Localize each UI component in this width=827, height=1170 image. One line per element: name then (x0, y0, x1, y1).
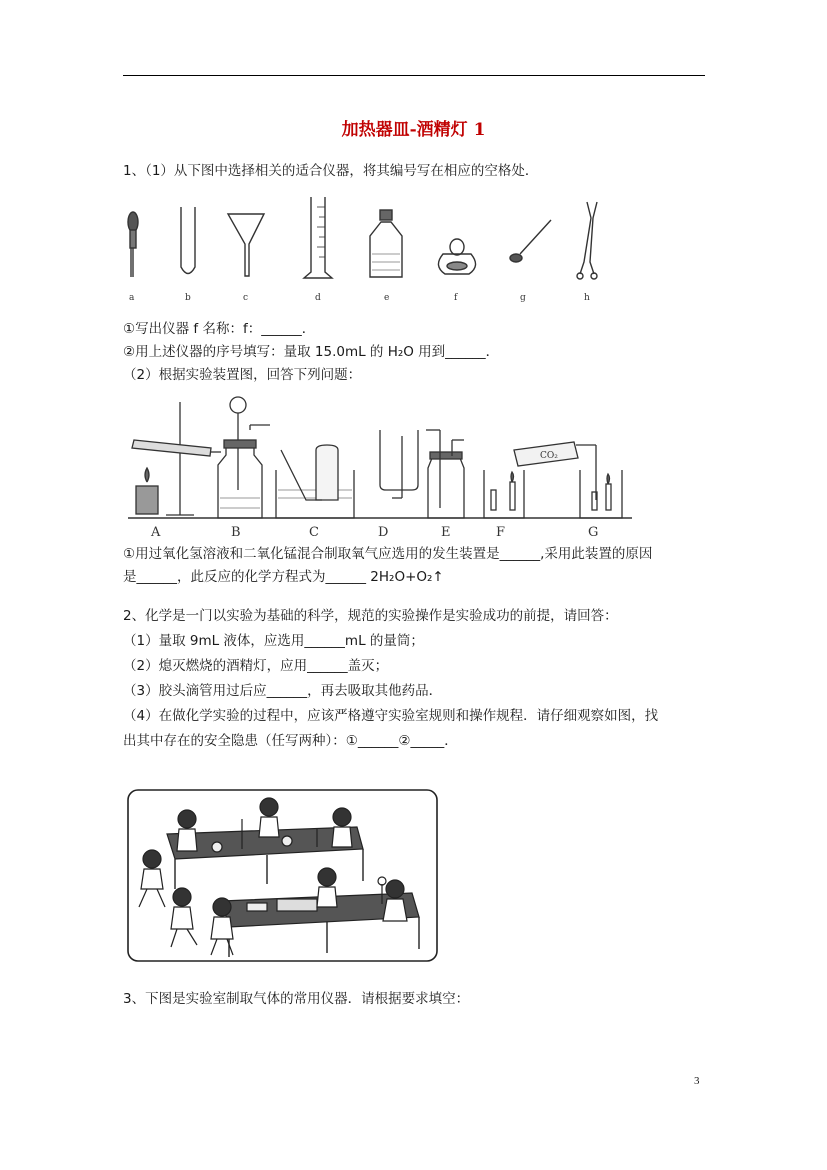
apparatus-F-drawing (484, 442, 578, 518)
apparatus-label: B (231, 525, 241, 540)
q3-stem: 3、下图是实验室制取气体的常用仪器．请根据要求填空： (123, 991, 470, 1007)
apparatus-label: C (309, 525, 319, 540)
q1-sub2: ②用上述仪器的序号填写：量取 15.0mL 的 H₂O 用到______． (123, 344, 500, 360)
apparatus-G-drawing (576, 445, 622, 518)
lab-illustration (127, 789, 439, 963)
apparatus-figure (126, 390, 636, 540)
page-title: 加热器皿-酒精灯 1 (341, 120, 486, 140)
apparatus-D-drawing (380, 430, 418, 498)
co2-label: CO₂ (540, 451, 558, 461)
alcohol-lamp-drawing (438, 239, 475, 274)
instrument-label: g (520, 293, 526, 303)
test-tube-drawing (181, 207, 195, 274)
instrument-label: a (129, 293, 135, 303)
graduated-cylinder-drawing (304, 197, 332, 278)
apparatus-A-drawing (132, 402, 221, 515)
apparatus-label: D (378, 525, 389, 540)
q2-stem: 2、化学是一门以实验为基础的科学，规范的实验操作是实验成功的前提，请回答： (123, 608, 618, 624)
apparatus-label: G (588, 525, 599, 540)
instrument-label: d (315, 293, 321, 303)
funnel-drawing (228, 214, 264, 276)
q2-item2: （2）熄灭燃烧的酒精灯，应用______盖灭； (123, 658, 389, 674)
dropper-drawing (128, 212, 138, 277)
q2-item4-line1: （4）在做化学实验的过程中，应该严格遵守实验室规则和操作规程．请仔细观察如图，找 (123, 708, 659, 724)
instrument-label: c (243, 293, 249, 303)
q2-item4-line2: 出其中存在的安全隐患（任写两种）：①______②_____． (123, 733, 458, 749)
tongs-drawing (577, 202, 597, 279)
q2-item3: （3）胶头滴管用过后应______，再去吸取其他药品． (123, 683, 443, 699)
spoon-drawing (510, 220, 551, 262)
q1-part2: （2）根据实验装置图，回答下列问题： (123, 367, 362, 383)
apparatus-label: A (151, 525, 161, 540)
header-rule (123, 75, 705, 76)
instruments-figure (118, 192, 608, 307)
q2-item1: （1）量取 9mL 液体，应选用______mL 的量筒； (123, 633, 424, 649)
page-number: 3 (694, 1075, 700, 1087)
q1-sub3-line2: 是______，此反应的化学方程式为______ 2H₂O+O₂↑ (123, 569, 444, 585)
q1-sub1: ①写出仪器 f 名称：f：______． (123, 321, 316, 337)
q1-stem: 1、（1）从下图中选择相关的适合仪器，将其编号写在相应的空格处． (123, 163, 539, 179)
apparatus-C-drawing (276, 445, 354, 518)
q1-sub3-line1: ①用过氧化氢溶液和二氧化锰混合制取氧气应选用的发生装置是______,采用此装置的原因 (123, 546, 653, 562)
apparatus-B-drawing (218, 397, 270, 518)
instrument-label: e (384, 293, 390, 303)
instrument-label: h (584, 293, 590, 303)
apparatus-label: F (496, 525, 506, 540)
apparatus-E-drawing (426, 430, 464, 518)
instrument-label: f (454, 293, 458, 303)
reagent-bottle-drawing (370, 210, 402, 277)
instrument-label: b (185, 293, 191, 303)
apparatus-label: E (441, 525, 451, 540)
